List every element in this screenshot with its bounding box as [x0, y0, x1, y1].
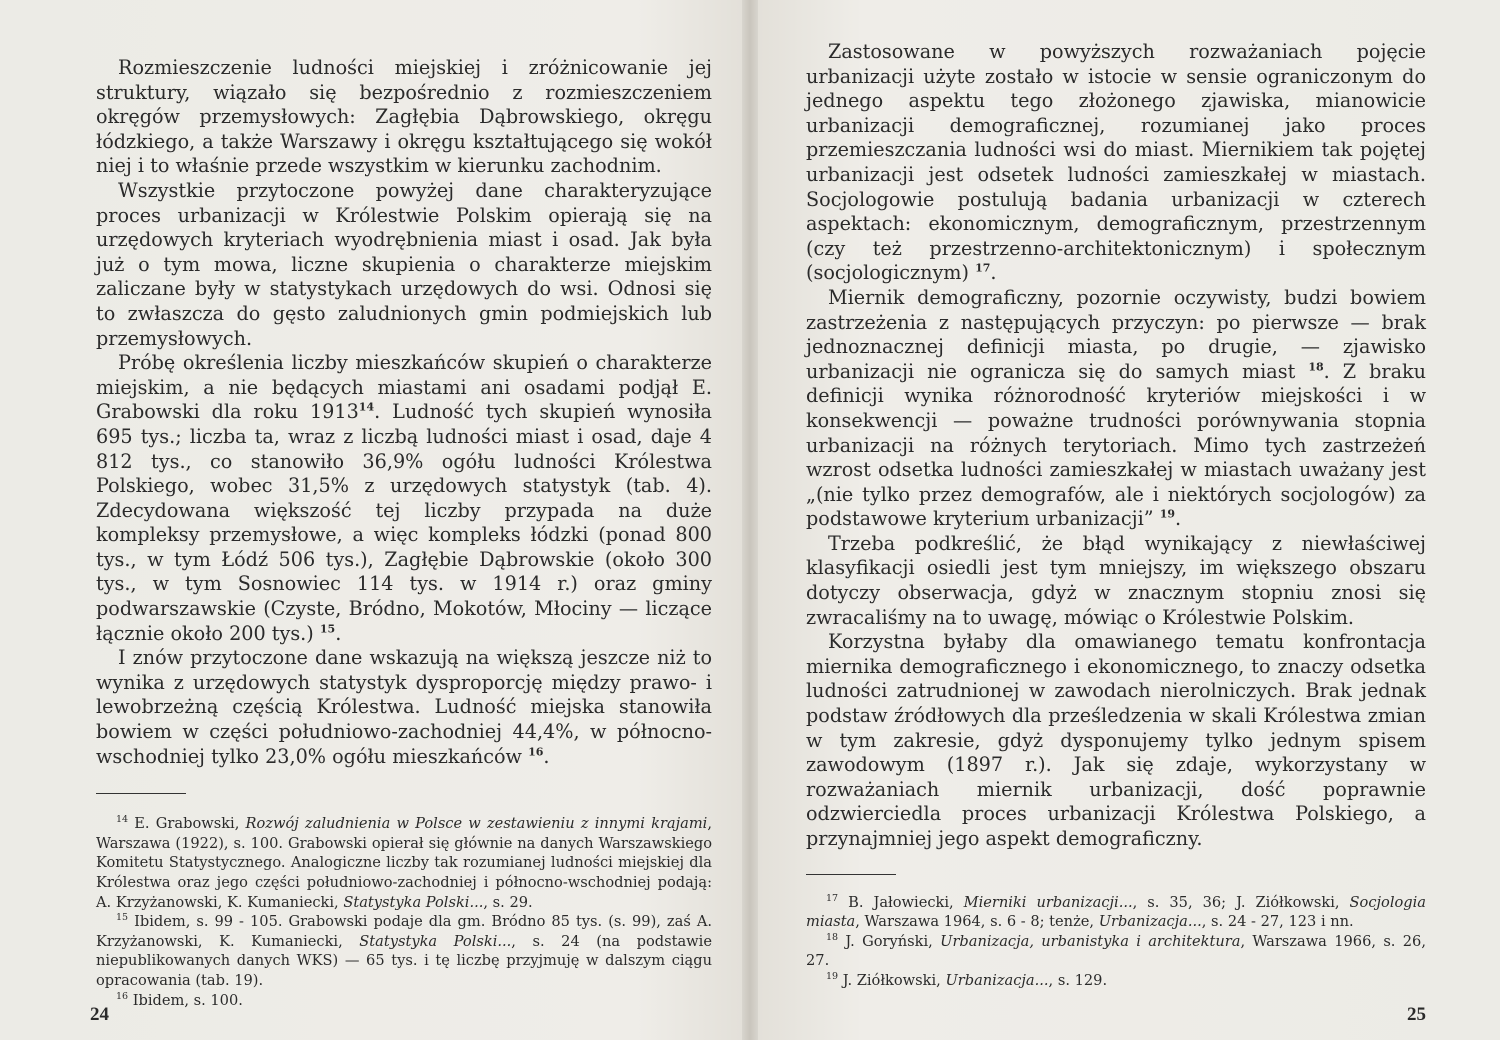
- footnote-ref: 17: [975, 261, 991, 275]
- footnote-number: 14: [116, 814, 129, 826]
- text-run: , Warszawa 1964, s. 6 - 8; tenże,: [855, 913, 1099, 931]
- cited-title: Urbanizacja, urbanistyka i architektura: [940, 932, 1241, 950]
- text-run: , s. 35, 36; J. Ziółkowski,: [1132, 893, 1350, 911]
- footnote-14: [96, 814, 712, 912]
- paragraph: [96, 646, 712, 769]
- cited-title: Rozwój zaludnienia w Polsce w zestawieniu z innymi krajami: [245, 815, 708, 833]
- text-run: , s. 129.: [1048, 971, 1108, 989]
- text-run: J. Ziółkowski,: [838, 971, 946, 989]
- footnote-ref: 16: [528, 745, 544, 759]
- cited-title: Urbanizacja...: [1098, 913, 1202, 931]
- text-run: .: [335, 621, 342, 645]
- text-run: .: [1175, 507, 1182, 531]
- footnote-16: [96, 991, 712, 1011]
- page-number: 25: [1407, 1004, 1426, 1025]
- cited-title: Socjologia miasta: [806, 893, 1426, 931]
- footnote-number: 17: [826, 892, 839, 904]
- paragraph: Rozmieszczenie ludności miejskiej i zróżnicowanie jej struktury, wiązało się bezpośrednio z rozmieszczeniem okręgów przemysłowych: Zagłębia Dąbrowskiego, okręgu łódzkiego, a także Warszawy i okręgu kształtującego się wokół niej i to właśnie przede wszystkim w kierunku zachodnim.: [96, 56, 712, 178]
- text-run: . Z braku definicji wynika różnorodność kryteriów miejskości i w konsekwencji — poważne trudności porównywania stopnia urbanizacji na różnych terytoriach. Mimo tych zastrzeżeń wzrost odsetka ludności zamieszkałej w miastach uważany jest „(nie tylko przez demografów, ale i niektórych socjologów) za podstawowe kryterium urbanizacji”: [806, 359, 1426, 531]
- footnote-divider: [806, 874, 896, 875]
- text-run: , s. 24 - 27, 123 i nn.: [1201, 913, 1354, 931]
- paragraph: Wszystkie przytoczone powyżej dane charakteryzujące proces urbanizacji w Królestwie Polskim opierają się na urzędowych kryteriach wyodrębnienia miast i osad. Jak była już o tym mowa, liczne skupienia o charakterze miejskim zaliczane były w statystykach urzędowych do wsi. Odnosi się to zwłaszcza do gęsto zaludnionych gmin podmiejskich lub przemysłowych.: [96, 178, 712, 350]
- left-page-body: [96, 56, 712, 1010]
- footnote-18: [806, 932, 1426, 971]
- text-run: Ibidem, s. 100.: [128, 991, 243, 1009]
- text-run: E. Grabowski,: [128, 815, 246, 833]
- right-page-body: [806, 40, 1426, 991]
- text-run: , s. 29.: [483, 893, 533, 911]
- text-run: .: [543, 744, 550, 768]
- footnote-number: 19: [826, 971, 839, 983]
- text-run: , Warszawa 1966, s. 26, 27.: [806, 932, 1426, 970]
- cited-title: Statystyka Polski...: [359, 932, 512, 950]
- text-run: Miernik demograficzny, pozornie oczywisty, budzi bowiem zastrzeżenia z następujących przyczyn: po pierwsze — brak jednoznacznej definicji miasta, po drugie, — zjawisko urbanizacji nie ogranicza się do samych miast: [806, 285, 1426, 383]
- book-gutter: [742, 0, 758, 1040]
- text-run: , s. 24 (na podstawie niepublikowanych danych WKS) — 65 tys. i tę liczbę przyjmuję w dalszym ciągu opracowania (tab. 19).: [96, 932, 712, 989]
- paragraph: Korzystna byłaby dla omawianego tematu konfrontacja miernika demograficznego i ekonomicznego, to znaczy odsetka ludności zatrudnionej w zawodach nierolniczych. Brak jednak podstaw źródłowych dla prześledzenia w skali Królestwa zmian w tym zakresie, gdyż dysponujemy tylko jednym spisem zawodowym (1897 r.). Jak się zdaje, wykorzystany w rozważaniach miernik urbanizacji, dość poprawnie odzwierciedla proces urbanizacji Królestwa Polskiego, a przynajmniej jego aspekt demograficzny.: [806, 630, 1426, 850]
- text-run: B. Jałowiecki,: [838, 893, 964, 911]
- cited-title: Mierniki urbanizacji...: [963, 893, 1133, 911]
- footnote-divider: [96, 793, 186, 794]
- text-run: , Warszawa (1922), s. 100. Grabowski opierał się głównie na danych Warszawskiego Komitetu Statystycznego. Analogiczne liczby tak rozumianej ludności miejskiej dla Królestwa oraz jego części południowo-zachodniej i północno-wschodniej podają: A. Krzyżanowski, K. Kumaniecki,: [96, 815, 712, 911]
- footnote-number: 18: [826, 931, 839, 943]
- text-run: Ibidem, s. 99 - 105. Grabowski podaje dla gm. Bródno 85 tys. (s. 99), zaś A. Krzyżanowski, K. Kumaniecki,: [96, 913, 712, 950]
- text-run: J. Goryński,: [838, 932, 941, 950]
- page-number: 24: [90, 1004, 109, 1025]
- footnote-ref: 14: [358, 400, 375, 414]
- footnote-ref: 18: [1308, 360, 1324, 374]
- text-run: .: [990, 261, 997, 285]
- footnote-ref: 15: [319, 622, 336, 636]
- right-page: [750, 0, 1500, 1040]
- text-run: . Ludność tych skupień wynosiła 695 tys.; liczba ta, wraz z liczbą ludności miast i osad, daje 4 812 tys., co stanowiło 36,9% ogółu ludności Królestwa Polskiego, wobec 31,5% z urzędowych statystyk (tab. 4). Zdecydowana większość tej liczby przypada na duże kompleksy przemysłowe, a więc kompleks łódzki (ponad 800 tys., w tym Łódź 506 tys.), Zagłębie Dąbrowskie (około 300 tys., w tym Sosnowiec 114 tys. w 1914 r.) oraz gminy podwarszawskie (Czyste, Bródno, Mokotów, Młociny — liczące łącznie około 200 tys.): [96, 400, 712, 645]
- footnote-17: [806, 893, 1426, 932]
- cited-title: Urbanizacja...: [945, 971, 1049, 989]
- paragraph: [806, 286, 1426, 532]
- paragraph: [96, 351, 712, 646]
- text-run: I znów przytoczone dane wskazują na większą jeszcze niż to wynika z urzędowych statystyk dysproporcję między prawo- i lewobrzeżną częścią Królestwa. Ludność miejska stanowiła bowiem w części południowo-zachodniej 44,4%, w północno-wschodniej tylko 23,0% ogółu mieszkańców: [96, 646, 712, 768]
- paragraph: Trzeba podkreślić, że błąd wynikający z niewłaściwej klasyfikacji osiedli jest tym mniejszy, im większego obszaru dotyczy obserwacja, gdyż w znacznym stopniu znosi się zwracaliśmy na to uwagę, mówiąc o Królestwie Polskim.: [806, 531, 1426, 629]
- text-run: Próbę określenia liczby mieszkańców skupień o charakterze miejskim, a nie będących miastami ani osadami podjął E. Grabowski dla roku 1913: [96, 351, 712, 424]
- text-run: Zastosowane w powyższych rozważaniach pojęcie urbanizacji użyte zostało w istocie w sensie ograniczonym do jednego aspektu tego złożonego zjawiska, mianowicie urbanizacji demograficznej, rozumianej jako proces przemieszczania ludności wsi do miast. Miernikiem tak pojętej urbanizacji jest odsetek ludności zamieszkałej w miastach. Socjologowie postulują badania urbanizacji w czterech aspektach: ekonomicznym, demograficznym, przestrzennym (czy też przestrzenno-architektonicznym) i społecznym (socjologicznym): [806, 40, 1426, 285]
- footnote-19: [806, 971, 1426, 991]
- footnote-15: [96, 912, 712, 990]
- cited-title: Statystyka Polski...: [343, 893, 484, 911]
- footnote-number: 16: [116, 990, 129, 1002]
- footnote-ref: 19: [1159, 507, 1175, 521]
- footnote-number: 15: [116, 912, 129, 924]
- paragraph: [806, 40, 1426, 286]
